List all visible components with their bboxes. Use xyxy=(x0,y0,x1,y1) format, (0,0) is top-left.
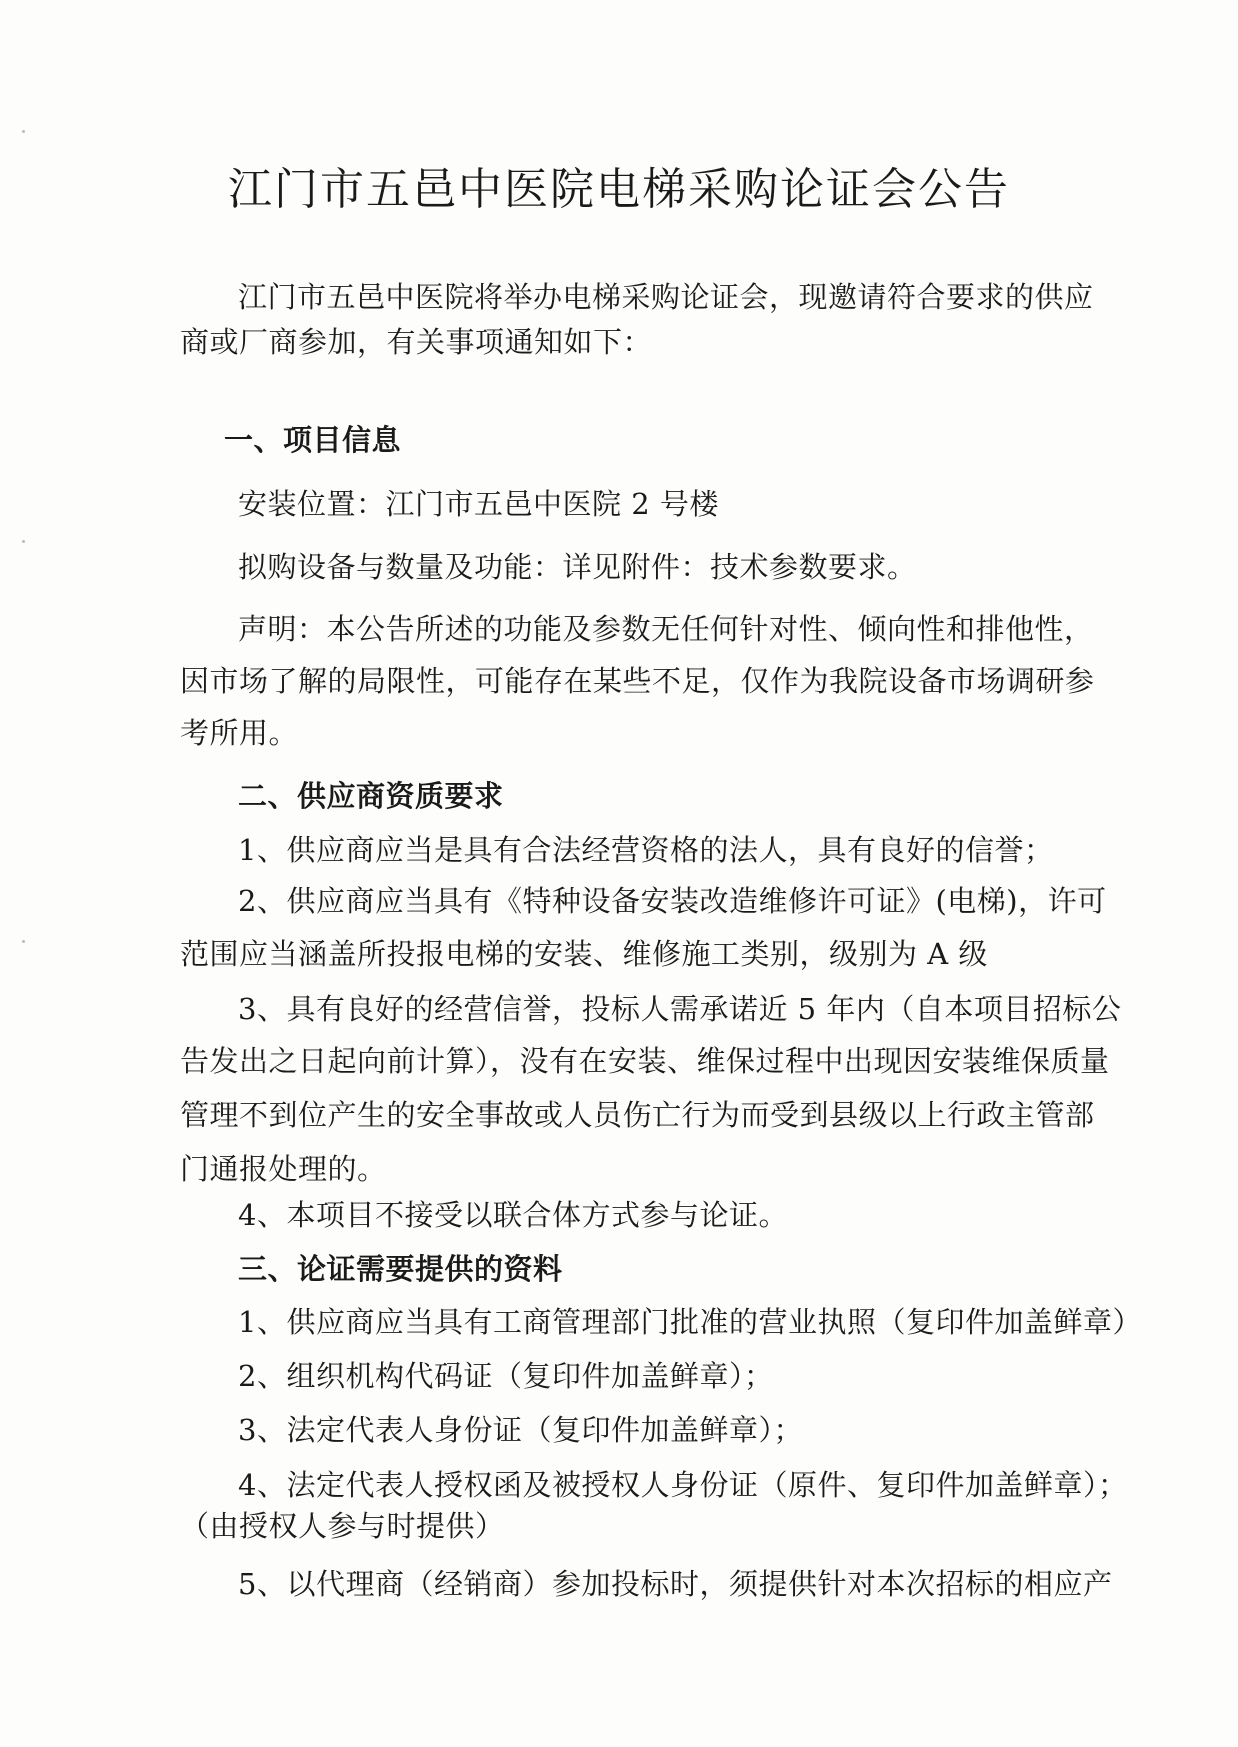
document-item-2: 2、组织机构代码证（复印件加盖鲜章）； xyxy=(238,1359,774,1393)
equipment-line: 拟购设备与数量及功能：详见附件：技术参数要求。 xyxy=(238,550,917,584)
statement-line-2: 因市场了解的局限性，可能存在某些不足，仅作为我院设备市场调研参 xyxy=(180,664,1095,698)
document-title: 江门市五邑中医院电梯采购论证会公告 xyxy=(228,164,1010,215)
intro-line-2: 商或厂商参加，有关事项通知如下： xyxy=(180,325,653,359)
section-1-heading: 一、项目信息 xyxy=(224,423,402,457)
qualification-item-1: 1、供应商应当是具有合法经营资格的法人，具有良好的信誉； xyxy=(238,833,1054,867)
document-item-4-line-2: （由授权人参与时提供） xyxy=(180,1509,505,1543)
document-item-3: 3、法定代表人身份证（复印件加盖鲜章）； xyxy=(238,1413,803,1447)
location-line: 安装位置：江门市五邑中医院 2 号楼 xyxy=(238,487,719,521)
scan-speck xyxy=(22,130,25,133)
section-2-heading: 二、供应商资质要求 xyxy=(238,779,504,813)
qualification-item-2-line-1: 2、供应商应当具有《特种设备安装改造维修许可证》(电梯)，许可 xyxy=(238,884,1107,918)
section-3-heading: 三、论证需要提供的资料 xyxy=(238,1252,563,1286)
scan-speck xyxy=(22,940,25,943)
qualification-item-3-line-4: 门通报处理的。 xyxy=(180,1152,387,1186)
qualification-item-4: 4、本项目不接受以联合体方式参与论证。 xyxy=(238,1198,788,1232)
intro-line-1: 江门市五邑中医院将举办电梯采购论证会，现邀请符合要求的供应 xyxy=(238,280,1094,314)
statement-line-1: 声明：本公告所述的功能及参数无任何针对性、倾向性和排他性， xyxy=(238,612,1094,646)
scan-speck xyxy=(22,540,25,543)
document-item-4-line-1: 4、法定代表人授权函及被授权人身份证（原件、复印件加盖鲜章）； xyxy=(238,1468,1128,1502)
qualification-item-3-line-2: 告发出之日起向前计算），没有在安装、维保过程中出现因安装维保质量 xyxy=(180,1044,1110,1078)
statement-line-3: 考所用。 xyxy=(180,716,299,750)
qualification-item-2-line-2: 范围应当涵盖所投报电梯的安装、维修施工类别，级别为 A 级 xyxy=(180,937,988,971)
document-item-1: 1、供应商应当具有工商管理部门批准的营业执照（复印件加盖鲜章） xyxy=(238,1305,1142,1339)
qualification-item-3-line-3: 管理不到位产生的安全事故或人员伤亡行为而受到县级以上行政主管部 xyxy=(180,1098,1095,1132)
qualification-item-3-line-1: 3、具有良好的经营信誉，投标人需承诺近 5 年内（自本项目招标公 xyxy=(238,992,1122,1026)
document-item-5-line-1: 5、以代理商（经销商）参加投标时，须提供针对本次招标的相应产 xyxy=(238,1567,1113,1601)
